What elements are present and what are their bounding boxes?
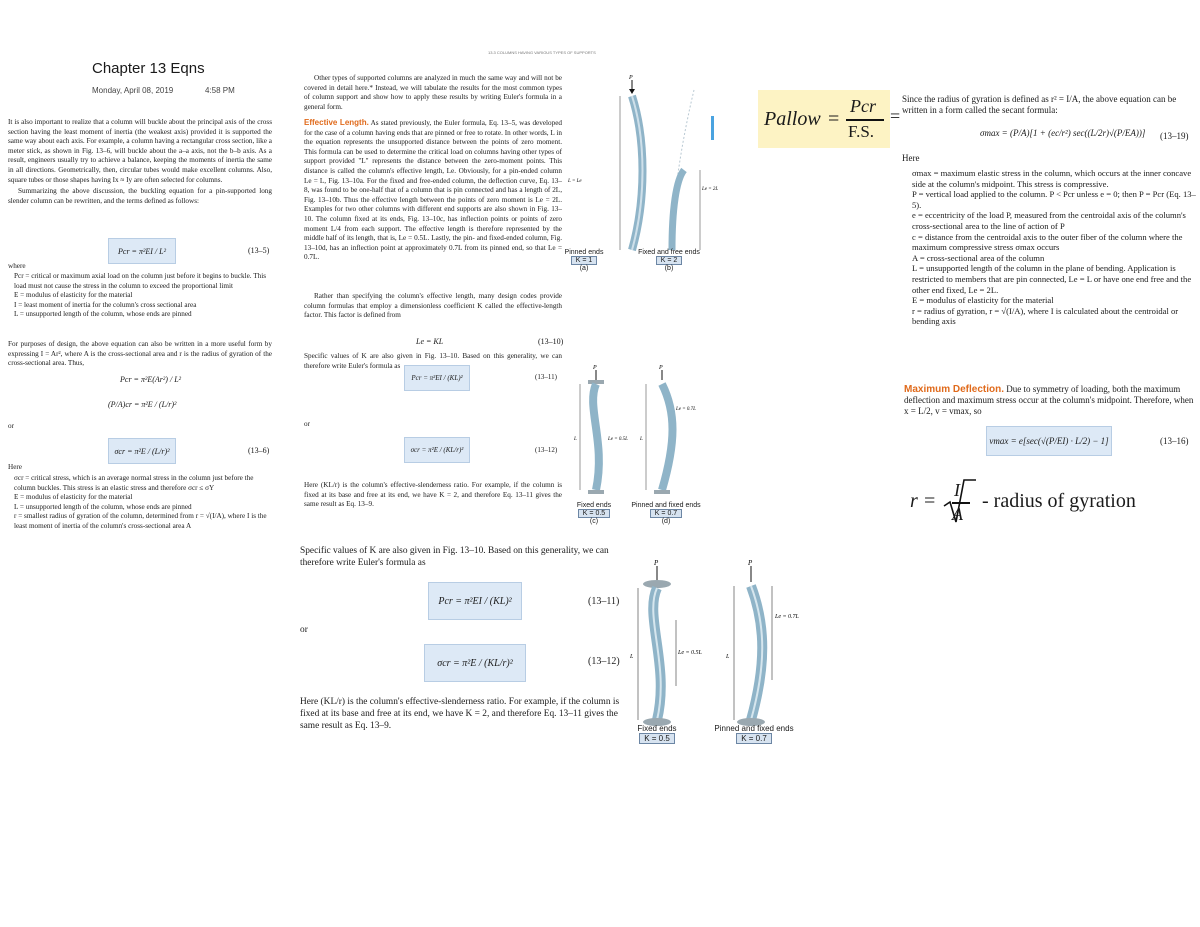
dim-label: L = Le xyxy=(568,179,582,184)
fig-c-sub: (c) xyxy=(589,518,599,525)
fig-big-d-label: Pinned and fixed ends xyxy=(714,724,794,733)
fig-big-c xyxy=(629,559,703,726)
defs1-list xyxy=(14,272,270,320)
col4-max-deflection xyxy=(904,384,1196,417)
col2-para1: Other types of supported columns are analyzed in much the same way and will not be covered in detail here.* Instead, we will tabulate the results for the most common types of column support and show how to apply these results by writing Euler's formula in a general form. xyxy=(304,74,562,111)
bottom-para2: Here (KL/r) is the column's effective-slenderness ratio. For example, if the column is fixed at its base and free at its end, we have K = 2, and therefore Eq. 13–11 gives the same result as Eq. 13–9. xyxy=(300,697,620,731)
fig-big-c-k: K = 0.5 xyxy=(639,733,675,744)
fig-b-k: K = 2 xyxy=(656,256,683,265)
text-cursor-mark xyxy=(711,116,714,140)
page-title: Chapter 13 Eqns xyxy=(92,60,205,77)
fig-big-c-label: Fixed ends xyxy=(637,724,677,733)
or-label-3: or xyxy=(300,625,308,635)
p-allow-num: Pcr xyxy=(850,96,876,116)
def-item: Pcr = critical or maximum axial load on the column just before it begins to buckle. This load must not cause the stress in the column to exceed the proportional limit xyxy=(14,272,267,290)
eq-13-5-box xyxy=(108,238,176,264)
col2-para2: As stated previously, the Euler formula, Eq. 13–5, was developed for the case of a column having ends that are pinned or free to rotate. In other words, L in the equation represents the unsupported distance between the points of zero moment. This formula can be used to determine the critical load on columns having other types of support provided "L" represents the distance between the zero-moment points. This distance is called the column's effective length, Le. Obviously, for a pin-ended column Le = L, Fig. 13–10a. For the fixed and free-ended column, the deflection curve, Eq. 13–8, was found to be one-half that of a column that is pin connected and has a length of 2L, Fig. 13–10b. Thus the effective length between the points of zero moment is Le = 2L. Examples for two other columns with different end supports are also shown in Fig. 13–10. The column fixed at its ends, Fig. 13–10c, has inflection points or points of zero moment L/4 from each support. The effective length is therefore represented by the middle half of its length, that is, Le = 0.5L. Lastly, the pin- and fixed-ended column, Fig. 13–10d, has an inflection point at approximately 0.7L from its pinned end, so that Le = 0.7L. xyxy=(304,119,562,262)
fig-d-k: K = 0.7 xyxy=(650,509,682,518)
eq-13-16: vmax = e[sec(√(P/EI) · L/2) − 1] xyxy=(989,436,1109,446)
p-allow-den: F.S. xyxy=(848,122,875,141)
eq-13-11-box xyxy=(428,582,522,620)
fig-c-caption xyxy=(570,502,618,525)
eq-13-12: σcr = π²E / (KL/r)² xyxy=(410,446,464,454)
fig-big-cd xyxy=(620,556,820,734)
p-allow-trailing-eq: = xyxy=(890,106,901,126)
def-item: L = unsupported length of the column, whose ends are pinned xyxy=(14,310,192,319)
def-item: σmax = maximum elastic stress in the column, which occurs at the inner concave side at the column's midpoint. This stress is compressive. xyxy=(912,168,1192,189)
len-label: L xyxy=(630,654,634,660)
eq-13-11-box-small xyxy=(404,365,470,391)
eq-13-6-num: (13–6) xyxy=(248,446,270,455)
def-item: P = vertical load applied to the column. P < Pcr unless e = 0; then P = Pcr (Eq. 13–5). xyxy=(912,189,1196,210)
fig-d-sub: (d) xyxy=(661,518,671,525)
or-label-2: or xyxy=(304,420,310,428)
effective-length-heading: Effective Length. xyxy=(304,118,369,127)
fig-mid-cd xyxy=(564,362,704,502)
or-label-1: or xyxy=(8,422,14,430)
eq-13-12-num-small: (13–12) xyxy=(535,446,558,454)
fig-d-label: Pinned and fixed ends xyxy=(631,502,701,509)
col4-para: Due to symmetry of loading, both the maximum deflection and maximum stress occur at the column's midpoint. Therefore, when x = L/2, v = vmax, so xyxy=(904,384,1194,416)
eq-13-19-num: (13–19) xyxy=(1160,131,1189,141)
col2-effective-length xyxy=(304,118,562,263)
fig-b-fixed-free xyxy=(672,90,718,250)
eq-13-11: Pcr = π²EI / (KL)² xyxy=(411,374,463,382)
fig-c-k: K = 0.5 xyxy=(578,509,610,518)
def-item: E = modulus of elasticity for the material xyxy=(14,291,133,300)
fig-big-d xyxy=(725,559,800,726)
fig-big-c-caption xyxy=(632,724,682,744)
radius-label: - radius of gyration xyxy=(982,490,1136,512)
col1-para1: It is also important to realize that a column will buckle about the principal axis of the cross section having the least moment of inertia (the weakest axis) provided it is supported the same way about each axis. For example, a column having a rectangular cross section, like a meter stick, as shown in Fig. 13–6, will buckle about the a–a axis, not the b–b axis. As a result, engineers usually try to achieve a balance, keeping the moments of inertia the same in all directions. Geometrically, then, circular tubes would make excellent columns. Also, square tubes or those shapes having Ix ≈ Iy are often selected for columns. xyxy=(8,118,272,184)
p-allow-bar xyxy=(846,119,884,121)
fig-c-fixed xyxy=(573,365,628,494)
eq-13-11-big: Pcr = π²EI / (KL)² xyxy=(438,595,512,607)
fig-b-sub: (b) xyxy=(664,265,674,272)
fig-top-ab xyxy=(562,70,724,266)
dim-label: Le = 0.5L xyxy=(608,437,628,442)
col2-header: 13.3 COLUMNS HAVING VARIOUS TYPES OF SUPPORTS xyxy=(488,50,596,55)
p-allow-box xyxy=(758,90,890,148)
col4-intro: Since the radius of gyration is defined as r² = I/A, the above equation can be written in a form called the secant formula: xyxy=(902,94,1177,115)
def-item: L = unsupported length of the column, whose ends are pinned xyxy=(14,502,192,511)
len-label: L xyxy=(726,654,730,660)
fig-a-pinned xyxy=(567,75,643,250)
eq-13-12-num-big: (13–12) xyxy=(588,656,620,667)
def-item: E = modulus of elasticity for the material xyxy=(14,493,133,502)
fig-big-d-k: K = 0.7 xyxy=(736,733,772,744)
fig-c-label: Fixed ends xyxy=(576,502,612,509)
eq-13-16-num: (13–16) xyxy=(1160,436,1189,446)
def-item: c = distance from the centroidal axis to the outer fiber of the column where the maximum compressive stress σmax occurs xyxy=(912,231,1183,253)
max-deflection-heading: Maximum Deflection. xyxy=(904,384,1005,395)
radius-lhs: r = xyxy=(910,490,937,512)
def-item: e = eccentricity of the load P, measured from the centroidal axis of the column's cross-sectional area to the line of action of P xyxy=(912,210,1186,231)
radius-formula xyxy=(902,476,1182,532)
col2-para4: Specific values of K are also given in Fig. 13–10. Based on this generality, we can therefore write Euler's formula as xyxy=(304,352,562,370)
eq-b: (P/A)cr = π²E / (L/r)² xyxy=(108,400,177,409)
eq-13-11-num-big: (13–11) xyxy=(588,596,620,607)
dim-label: Le = 2L xyxy=(702,187,719,192)
load-label: P xyxy=(629,75,633,81)
fig-a-label: Pinned ends xyxy=(564,249,604,256)
radius-num: I xyxy=(954,480,960,500)
eq-13-10: Le = KL xyxy=(416,337,444,346)
fig-d-pinned-fixed xyxy=(639,365,696,494)
load-label: P xyxy=(659,365,663,371)
load-label: P xyxy=(748,559,753,567)
dim-label: Le = 0.5L xyxy=(678,650,702,656)
defs2-list xyxy=(14,474,270,532)
load-label: P xyxy=(654,559,659,567)
here-label-1: Here xyxy=(8,463,22,471)
eq-13-12-box-small xyxy=(404,437,470,463)
fig-d-caption xyxy=(628,502,704,525)
eq-13-6-box xyxy=(108,438,176,464)
page-time: 4:58 PM xyxy=(205,86,235,95)
page-date: Monday, April 08, 2019 xyxy=(92,86,174,95)
eq-13-5: Pcr = π²EI / L² xyxy=(118,246,166,256)
eq-13-19: σmax = (P/A)[1 + (ec/r²) sec((L/2r)√(P/EA))] xyxy=(980,128,1146,138)
len-label: L xyxy=(574,437,577,442)
load-label: P xyxy=(593,365,597,371)
fig-b-label: Fixed and free ends xyxy=(638,249,700,256)
col4-defs xyxy=(912,168,1196,327)
eq-13-16-box xyxy=(986,426,1112,456)
col1-region xyxy=(8,118,272,206)
len-label: L xyxy=(640,437,643,442)
radius-den: A xyxy=(952,504,963,524)
eq-13-6: σcr = π²E / (L/r)² xyxy=(114,446,170,456)
where-label: where xyxy=(8,262,26,270)
fig-b-caption xyxy=(638,249,700,272)
col2-para3: Rather than specifying the column's effective length, many design codes provide column formulas that employ a dimensionless coefficient K called the effective-length factor. This factor is defined from xyxy=(304,292,562,320)
def-item: L = unsupported length of the column in the plane of bending. Application is restricted to members that are pin connected, Le = L or have one end free and the other end fixed, Le = 2L. xyxy=(912,263,1192,295)
def-item: r = radius of gyration, r = √(I/A), where I is calculated about the centroidal or bending axis xyxy=(912,305,1179,327)
eq-a: Pcr = π²E(Ar²) / L² xyxy=(120,375,182,384)
p-allow-lhs: Pallow xyxy=(764,108,821,130)
eq-13-12-big: σcr = π²E / (KL/r)² xyxy=(437,657,513,669)
col1-para2: Summarizing the above discussion, the buckling equation for a pin-supported long slender column can be rewritten, and the terms defined as follows: xyxy=(8,187,272,205)
fig-a-caption xyxy=(560,249,608,272)
def-item: σcr = critical stress, which is an average normal stress in the column just before the column buckles. This stress is an elastic stress and therefore σcr ≤ σY xyxy=(14,474,254,492)
eq-13-10-num: (13–10) xyxy=(538,337,564,346)
def-item: A = cross-sectional area of the column xyxy=(912,252,1045,263)
fig-big-d-caption xyxy=(706,724,802,744)
eq-13-11-num-small: (13–11) xyxy=(535,373,557,381)
fig-a-sub: (a) xyxy=(579,265,589,272)
bottom-para1: Specific values of K are also given in Fig. 13–10. Based on this generality, we can therefore write Euler's formula as xyxy=(300,546,609,568)
def-item: I = least moment of inertia for the column's cross sectional area xyxy=(14,300,197,309)
def-item: r = smallest radius of gyration of the column, determined from r = √(I/A), where I is the least moment of inertia of the column's cross-sectional area A xyxy=(14,512,267,530)
p-allow-eq: = xyxy=(828,108,840,130)
here-label-4: Here xyxy=(902,153,920,163)
fig-a-k: K = 1 xyxy=(571,256,598,265)
eq-13-5-num: (13–5) xyxy=(248,246,270,255)
dim-label: Le = 0.7L xyxy=(775,614,799,620)
col1-para3: For purposes of design, the above equation can also be written in a more useful form by expressing I = Ar², where A is the cross-sectional area and r is the radius of gyration of the cross-sectional area. Thus, xyxy=(8,340,272,368)
col2-para5: Here (KL/r) is the column's effective-slenderness ratio. For example, if the column is fixed at its base and free at its end, we have K = 2, and therefore Eq. 13–11 gives the same result as Eq. 13–9. xyxy=(304,481,562,509)
dim-label: Le = 0.7L xyxy=(676,407,696,412)
eq-13-12-box xyxy=(424,644,526,682)
def-item: E = modulus of elasticity for the material xyxy=(912,295,1054,306)
